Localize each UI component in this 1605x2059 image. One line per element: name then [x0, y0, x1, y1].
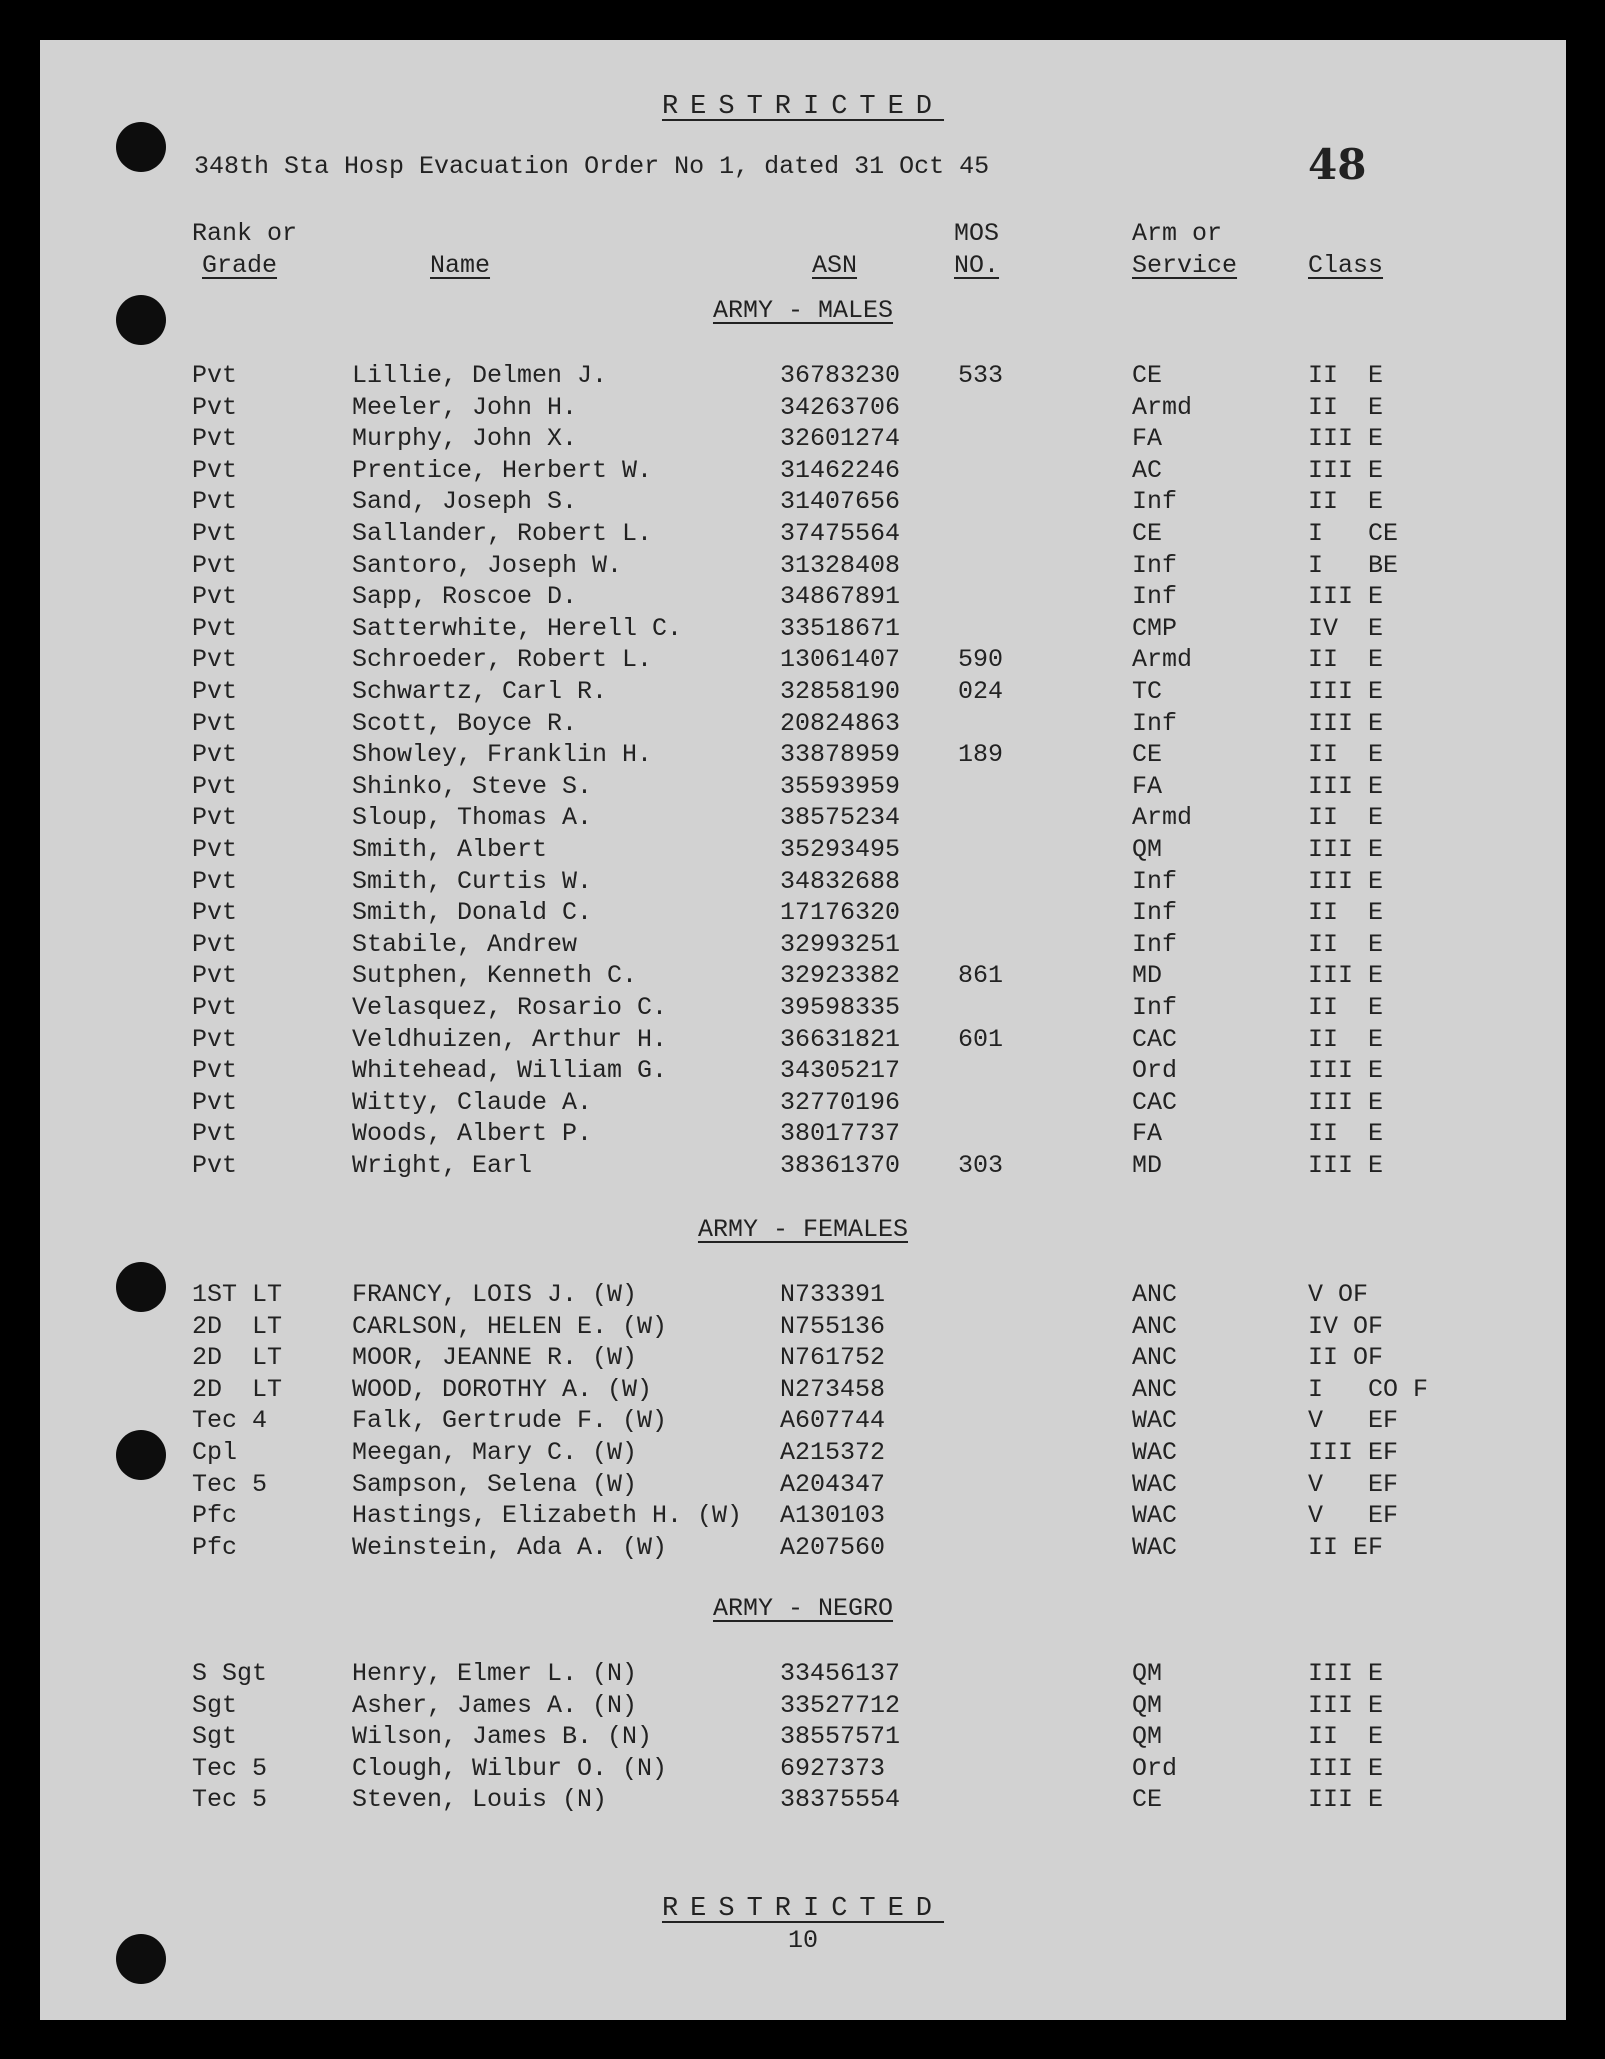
roster-row: [40, 486, 1566, 517]
cell-rank: S Sgt: [192, 1659, 268, 1688]
cell-asn: 33878959: [780, 740, 901, 770]
cell-asn: 34832688: [780, 866, 901, 896]
restricted-header: RESTRICTED: [661, 92, 945, 122]
cell-name: Falk, Gertrude F. (W): [352, 1406, 668, 1436]
roster-row: [40, 992, 1566, 1023]
cell-asn: 32601274: [780, 424, 901, 454]
cell-rank: Pvt: [192, 361, 238, 390]
cell-rank: Pvt: [192, 898, 238, 928]
roster-row: [40, 1279, 1566, 1310]
roster-row: [40, 1055, 1566, 1086]
cell-cls: IV OF: [1308, 1311, 1384, 1341]
cell-asn: 38575234: [780, 803, 901, 833]
cell-cls: III E: [1308, 424, 1384, 454]
roster-row: [40, 897, 1566, 928]
cell-rank: Pvt: [192, 424, 238, 454]
cell-asn: N273458: [780, 1374, 886, 1404]
cell-rank: Tec 4: [192, 1406, 268, 1436]
cell-cls: III E: [1308, 1753, 1384, 1783]
cell-mos: 590: [958, 645, 1004, 675]
cell-cls: II E: [1308, 645, 1384, 675]
cell-asn: A207560: [780, 1532, 886, 1562]
cell-rank: Pvt: [192, 1024, 238, 1054]
cell-arm: Inf: [1132, 708, 1178, 738]
roster-row: [40, 644, 1566, 675]
roster-row: [40, 518, 1566, 549]
header-class: Class: [1308, 251, 1384, 280]
cell-cls: III E: [1308, 866, 1384, 896]
cell-arm: Armd: [1132, 392, 1193, 422]
cell-rank: Pvt: [192, 487, 238, 517]
cell-arm: CAC: [1132, 1024, 1178, 1054]
cell-arm: CE: [1132, 740, 1163, 770]
roster-row: [40, 1311, 1566, 1342]
cell-arm: TC: [1132, 677, 1163, 706]
cell-asn: 31462246: [780, 455, 901, 485]
cell-cls: III E: [1308, 1690, 1384, 1720]
cell-arm: WAC: [1132, 1406, 1178, 1436]
cell-arm: AC: [1132, 455, 1163, 485]
roster-row: [40, 360, 1566, 391]
cell-asn: A204347: [780, 1469, 886, 1499]
cell-arm: QM: [1132, 1659, 1163, 1688]
roster-row: [40, 834, 1566, 865]
cell-name: Meeler, John H.: [352, 392, 578, 422]
roster-row: [40, 1500, 1566, 1531]
cell-asn: A215372: [780, 1438, 886, 1467]
cell-arm: Inf: [1132, 929, 1178, 959]
header-rank: Rank or Grade: [192, 219, 298, 280]
cell-mos: 533: [958, 361, 1004, 390]
cell-rank: Pvt: [192, 1087, 238, 1117]
cell-asn: 31328408: [780, 550, 901, 580]
cell-cls: V EF: [1308, 1469, 1399, 1499]
cell-rank: Pvt: [192, 740, 238, 770]
cell-arm: Inf: [1132, 898, 1178, 928]
cell-rank: Pvt: [192, 929, 238, 959]
cell-cls: III E: [1308, 961, 1384, 991]
cell-rank: Pvt: [192, 392, 238, 422]
cell-cls: III E: [1308, 1151, 1384, 1180]
cell-arm: CMP: [1132, 613, 1178, 643]
cell-rank: Pvt: [192, 866, 238, 896]
cell-asn: 32770196: [780, 1087, 901, 1117]
cell-arm: Inf: [1132, 582, 1178, 612]
cell-name: Smith, Donald C.: [352, 898, 593, 928]
cell-cls: I CE: [1308, 519, 1399, 548]
cell-asn: 34263706: [780, 392, 901, 422]
cell-rank: Pvt: [192, 1056, 238, 1086]
cell-cls: II E: [1308, 361, 1384, 390]
cell-name: Hastings, Elizabeth H. (W): [352, 1501, 743, 1531]
cell-arm: WAC: [1132, 1501, 1178, 1531]
cell-rank: Pvt: [192, 1119, 238, 1149]
cell-name: Velasquez, Rosario C.: [352, 993, 668, 1022]
cell-cls: II E: [1308, 1722, 1384, 1752]
cell-cls: III E: [1308, 582, 1384, 612]
cell-cls: II E: [1308, 803, 1384, 833]
cell-cls: II E: [1308, 740, 1384, 770]
cell-name: Whitehead, William G.: [352, 1056, 668, 1086]
cell-name: Sand, Joseph S.: [352, 487, 578, 517]
cell-rank: Pvt: [192, 1151, 238, 1180]
cell-arm: Ord: [1132, 1753, 1178, 1783]
cell-cls: III E: [1308, 1087, 1384, 1117]
roster-row: [40, 455, 1566, 486]
cell-cls: II E: [1308, 1119, 1384, 1149]
cell-cls: II E: [1308, 993, 1384, 1022]
cell-asn: 32993251: [780, 929, 901, 959]
cell-rank: Tec 5: [192, 1469, 268, 1499]
cell-cls: II EF: [1308, 1532, 1384, 1562]
cell-mos: 189: [958, 740, 1004, 770]
roster-row: [40, 1342, 1566, 1373]
cell-asn: 38017737: [780, 1119, 901, 1149]
cell-arm: FA: [1132, 771, 1163, 801]
cell-arm: ANC: [1132, 1343, 1178, 1373]
cell-cls: III E: [1308, 1056, 1384, 1086]
cell-arm: CAC: [1132, 1087, 1178, 1117]
cell-mos: 861: [958, 961, 1004, 991]
cell-asn: 38375554: [780, 1785, 901, 1815]
restricted-footer: RESTRICTED: [661, 1894, 945, 1924]
cell-arm: CE: [1132, 1785, 1163, 1815]
cell-asn: 31407656: [780, 487, 901, 517]
cell-name: Sallander, Robert L.: [352, 519, 653, 548]
cell-name: Murphy, John X.: [352, 424, 578, 454]
roster-row: [40, 866, 1566, 897]
cell-name: Showley, Franklin H.: [352, 740, 653, 770]
roster-row: [40, 739, 1566, 770]
cell-asn: 38361370: [780, 1151, 901, 1180]
cell-rank: 2D LT: [192, 1311, 283, 1341]
cell-cls: I CO F: [1308, 1374, 1429, 1404]
roster-row: [40, 550, 1566, 581]
cell-rank: Pvt: [192, 645, 238, 675]
roster-row: [40, 1118, 1566, 1149]
cell-asn: 36631821: [780, 1024, 901, 1054]
cell-asn: N761752: [780, 1343, 886, 1373]
cell-name: CARLSON, HELEN E. (W): [352, 1311, 668, 1341]
cell-cls: III E: [1308, 677, 1384, 706]
cell-name: Witty, Claude A.: [352, 1087, 593, 1117]
roster-row: [40, 1405, 1566, 1436]
punch-hole: [116, 122, 166, 172]
cell-asn: A130103: [780, 1501, 886, 1531]
cell-arm: WAC: [1132, 1469, 1178, 1499]
cell-name: Lillie, Delmen J.: [352, 361, 608, 390]
roster-row: [40, 613, 1566, 644]
cell-cls: II E: [1308, 1024, 1384, 1054]
cell-arm: CE: [1132, 519, 1163, 548]
header-asn: ASN: [812, 251, 858, 280]
cell-asn: 34305217: [780, 1056, 901, 1086]
cell-rank: Tec 5: [192, 1753, 268, 1783]
roster-row: [40, 1721, 1566, 1752]
cell-arm: MD: [1132, 1151, 1163, 1180]
cell-name: Smith, Albert: [352, 835, 548, 864]
cell-arm: WAC: [1132, 1438, 1178, 1467]
section-heading: ARMY - FEMALES: [697, 1215, 909, 1244]
cell-rank: Pvt: [192, 708, 238, 738]
cell-name: Wright, Earl: [352, 1151, 533, 1180]
cell-mos: 303: [958, 1151, 1004, 1180]
cell-cls: III E: [1308, 455, 1384, 485]
cell-asn: N755136: [780, 1311, 886, 1341]
cell-arm: WAC: [1132, 1532, 1178, 1562]
header-mos: MOS NO.: [954, 219, 1000, 280]
roster-row: [40, 1532, 1566, 1563]
roster-row: [40, 1374, 1566, 1405]
cell-cls: III E: [1308, 708, 1384, 738]
cell-rank: Tec 5: [192, 1785, 268, 1815]
cell-rank: 1ST LT: [192, 1280, 283, 1309]
cell-cls: III E: [1308, 771, 1384, 801]
cell-asn: N733391: [780, 1280, 886, 1309]
cell-cls: II E: [1308, 487, 1384, 517]
cell-arm: FA: [1132, 424, 1163, 454]
cell-cls: IV E: [1308, 613, 1384, 643]
cell-arm: ANC: [1132, 1374, 1178, 1404]
cell-rank: Pvt: [192, 835, 238, 864]
cell-asn: 35293495: [780, 835, 901, 864]
cell-arm: Inf: [1132, 487, 1178, 517]
footer-page-number: 10: [787, 1926, 818, 1955]
cell-name: Wilson, James B. (N): [352, 1722, 653, 1752]
cell-rank: Pfc: [192, 1501, 238, 1531]
roster-row: [40, 1690, 1566, 1721]
cell-asn: 33518671: [780, 613, 901, 643]
cell-name: Shinko, Steve S.: [352, 771, 593, 801]
cell-name: Satterwhite, Herell C.: [352, 613, 683, 643]
cell-name: Asher, James A. (N): [352, 1690, 638, 1720]
cell-asn: 36783230: [780, 361, 901, 390]
cell-rank: Pvt: [192, 550, 238, 580]
cell-name: Weinstein, Ada A. (W): [352, 1532, 668, 1562]
cell-rank: Pfc: [192, 1532, 238, 1562]
cell-mos: 601: [958, 1024, 1004, 1054]
cell-rank: Sgt: [192, 1690, 238, 1720]
order-title: 348th Sta Hosp Evacuation Order No 1, dated 31 Oct 45: [194, 152, 990, 181]
cell-name: Smith, Curtis W.: [352, 866, 593, 896]
cell-name: Sampson, Selena (W): [352, 1469, 638, 1499]
cell-name: FRANCY, LOIS J. (W): [352, 1280, 638, 1309]
cell-arm: Inf: [1132, 550, 1178, 580]
cell-cls: II E: [1308, 392, 1384, 422]
cell-asn: A607744: [780, 1406, 886, 1436]
cell-arm: Inf: [1132, 993, 1178, 1022]
cell-cls: III E: [1308, 1659, 1384, 1688]
cell-cls: V EF: [1308, 1501, 1399, 1531]
cell-name: Veldhuizen, Arthur H.: [352, 1024, 668, 1054]
cell-name: Schroeder, Robert L.: [352, 645, 653, 675]
roster-row: [40, 581, 1566, 612]
header-name: Name: [430, 251, 491, 280]
cell-cls: II E: [1308, 898, 1384, 928]
cell-rank: Sgt: [192, 1722, 238, 1752]
section-heading: ARMY - NEGRO: [712, 1594, 894, 1623]
cell-cls: III E: [1308, 835, 1384, 864]
roster-row: [40, 1658, 1566, 1689]
cell-rank: Pvt: [192, 803, 238, 833]
cell-arm: Armd: [1132, 645, 1193, 675]
cell-cls: I BE: [1308, 550, 1399, 580]
cell-rank: 2D LT: [192, 1343, 283, 1373]
cell-name: Schwartz, Carl R.: [352, 677, 608, 706]
roster-row: [40, 1024, 1566, 1055]
cell-arm: ANC: [1132, 1280, 1178, 1309]
roster-row: [40, 708, 1566, 739]
cell-name: Henry, Elmer L. (N): [352, 1659, 638, 1688]
cell-asn: 17176320: [780, 898, 901, 928]
cell-rank: Pvt: [192, 677, 238, 706]
cell-asn: 20824863: [780, 708, 901, 738]
cell-name: Sapp, Roscoe D.: [352, 582, 578, 612]
cell-name: Meegan, Mary C. (W): [352, 1438, 638, 1467]
roster-row: [40, 771, 1566, 802]
cell-cls: V EF: [1308, 1406, 1399, 1436]
roster-row: [40, 392, 1566, 423]
document-page: [40, 40, 1566, 2020]
roster-row: [40, 929, 1566, 960]
cell-rank: Pvt: [192, 519, 238, 548]
cell-arm: FA: [1132, 1119, 1163, 1149]
roster-row: [40, 1150, 1566, 1181]
cell-asn: 37475564: [780, 519, 901, 548]
cell-rank: Pvt: [192, 993, 238, 1022]
cell-name: Woods, Albert P.: [352, 1119, 593, 1149]
cell-asn: 13061407: [780, 645, 901, 675]
cell-name: Steven, Louis (N): [352, 1785, 608, 1815]
cell-arm: Inf: [1132, 866, 1178, 896]
cell-cls: V OF: [1308, 1280, 1369, 1309]
cell-name: MOOR, JEANNE R. (W): [352, 1343, 638, 1373]
roster-row: [40, 1469, 1566, 1500]
cell-name: Sloup, Thomas A.: [352, 803, 593, 833]
cell-name: WOOD, DOROTHY A. (W): [352, 1374, 653, 1404]
cell-name: Stabile, Andrew: [352, 929, 578, 959]
cell-rank: Pvt: [192, 455, 238, 485]
cell-cls: III EF: [1308, 1438, 1399, 1467]
roster-row: [40, 1753, 1566, 1784]
cell-name: Clough, Wilbur O. (N): [352, 1753, 668, 1783]
cell-arm: Armd: [1132, 803, 1193, 833]
cell-arm: ANC: [1132, 1311, 1178, 1341]
cell-rank: Pvt: [192, 613, 238, 643]
roster-row: [40, 676, 1566, 707]
roster-row: [40, 802, 1566, 833]
cell-asn: 32858190: [780, 677, 901, 706]
cell-asn: 35593959: [780, 771, 901, 801]
cell-asn: 34867891: [780, 582, 901, 612]
cell-arm: CE: [1132, 361, 1163, 390]
cell-rank: Pvt: [192, 771, 238, 801]
cell-name: Scott, Boyce R.: [352, 708, 578, 738]
roster-row: [40, 1087, 1566, 1118]
roster-row: [40, 423, 1566, 454]
cell-name: Santoro, Joseph W.: [352, 550, 623, 580]
cell-arm: QM: [1132, 1722, 1163, 1752]
cell-arm: QM: [1132, 835, 1163, 864]
section-heading: ARMY - MALES: [712, 296, 894, 325]
cell-asn: 32923382: [780, 961, 901, 991]
cell-rank: Pvt: [192, 961, 238, 991]
roster-row: [40, 1784, 1566, 1815]
cell-rank: Pvt: [192, 582, 238, 612]
cell-rank: 2D LT: [192, 1374, 283, 1404]
cell-asn: 33456137: [780, 1659, 901, 1688]
cell-asn: 38557571: [780, 1722, 901, 1752]
cell-arm: QM: [1132, 1690, 1163, 1720]
roster-row: [40, 960, 1566, 991]
cell-rank: Cpl: [192, 1438, 238, 1467]
cell-asn: 6927373: [780, 1753, 886, 1783]
cell-name: Sutphen, Kenneth C.: [352, 961, 638, 991]
cell-asn: 33527712: [780, 1690, 901, 1720]
cell-cls: II E: [1308, 929, 1384, 959]
cell-cls: III E: [1308, 1785, 1384, 1815]
cell-arm: MD: [1132, 961, 1163, 991]
cell-name: Prentice, Herbert W.: [352, 455, 653, 485]
cell-mos: 024: [958, 677, 1004, 706]
page-number: 48: [1308, 140, 1367, 189]
cell-arm: Ord: [1132, 1056, 1178, 1086]
header-arm: Arm or Service: [1132, 219, 1238, 280]
cell-asn: 39598335: [780, 993, 901, 1022]
roster-row: [40, 1437, 1566, 1468]
cell-cls: II OF: [1308, 1343, 1384, 1373]
